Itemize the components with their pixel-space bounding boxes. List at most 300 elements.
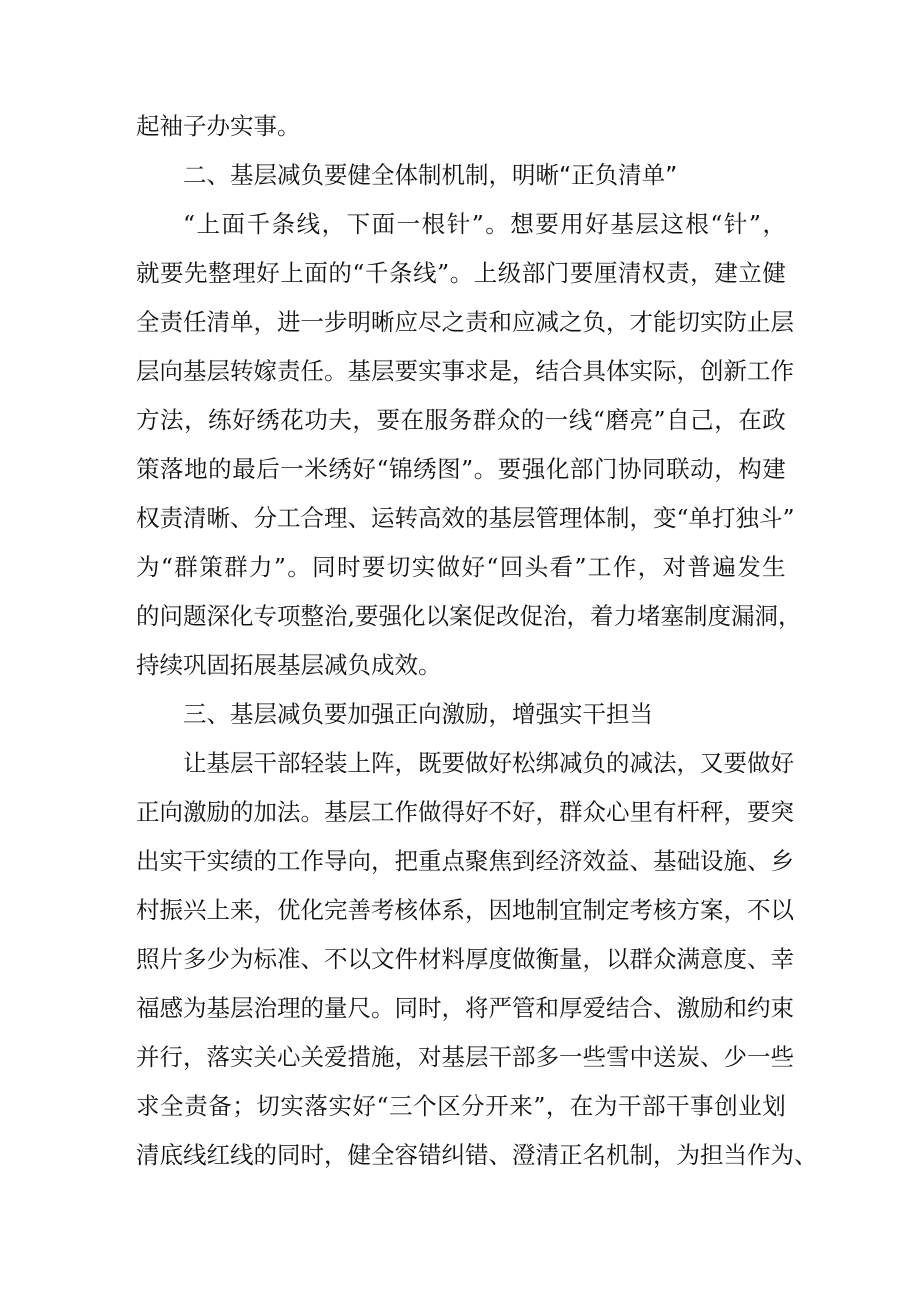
glyph: 晰 <box>371 308 395 336</box>
glyph: 线 <box>230 1141 254 1169</box>
glyph: 线 <box>183 1141 207 1169</box>
glyph: 焦 <box>488 847 512 875</box>
glyph: 群 <box>224 553 248 581</box>
paragraph-line <box>136 984 794 1032</box>
glyph: 爱 <box>582 994 606 1022</box>
glyph: 构 <box>738 455 762 483</box>
glyph: 层 <box>512 504 536 532</box>
glyph: ， <box>441 994 465 1022</box>
glyph: ， <box>690 259 714 287</box>
glyph: 普 <box>687 553 711 581</box>
glyph: 发 <box>737 553 761 581</box>
glyph: 法 <box>160 406 184 434</box>
glyph: 干 <box>183 847 207 875</box>
glyph: 好 <box>585 210 609 238</box>
glyph: 新 <box>723 357 747 385</box>
glyph: 、 <box>653 994 677 1022</box>
glyph: 合 <box>629 994 653 1022</box>
glyph: 施 <box>723 847 747 875</box>
glyph: 文 <box>371 945 395 973</box>
glyph: 要 <box>394 357 418 385</box>
glyph: 础 <box>676 847 700 875</box>
paragraph-line <box>136 1082 786 1130</box>
glyph: 以 <box>347 945 371 973</box>
glyph: 的 <box>253 847 277 875</box>
glyph: 线 <box>296 210 321 238</box>
glyph: 众 <box>653 945 677 973</box>
glyph: 要 <box>361 553 386 581</box>
glyph: 问 <box>159 602 183 630</box>
glyph: 任 <box>183 308 207 336</box>
glyph: 作 <box>300 847 324 875</box>
glyph: 约 <box>747 994 771 1022</box>
glyph: 面 <box>221 210 246 238</box>
glyph: 定 <box>606 896 630 924</box>
glyph: 、 <box>300 945 324 973</box>
glyph: 力 <box>613 602 637 630</box>
glyph: 众 <box>496 406 521 434</box>
glyph: 一 <box>396 210 421 238</box>
glyph: 全 <box>136 308 160 336</box>
glyph: 好 <box>770 749 794 777</box>
glyph: 体 <box>418 896 442 924</box>
paragraph-line <box>136 1131 818 1179</box>
glyph: 错 <box>418 1141 442 1169</box>
glyph: 际 <box>653 357 677 385</box>
glyph: 切 <box>256 1092 280 1120</box>
glyph: 设 <box>700 847 724 875</box>
glyph: 绣 <box>256 406 280 434</box>
glyph: 底 <box>159 1141 183 1169</box>
glyph: 求 <box>136 1092 160 1120</box>
glyph: 机 <box>606 1141 630 1169</box>
glyph: 基 <box>347 357 371 385</box>
paragraph-line <box>136 249 786 297</box>
glyph: 做 <box>418 798 442 826</box>
glyph: ， <box>606 308 630 336</box>
glyph: 绩 <box>230 847 254 875</box>
glyph: 堵 <box>636 602 661 630</box>
glyph: 动 <box>690 455 714 483</box>
glyph: 施 <box>371 1043 395 1071</box>
glyph: 措 <box>347 1043 371 1071</box>
glyph: 的 <box>253 1141 277 1169</box>
glyph: 责 <box>277 357 301 385</box>
glyph: 把 <box>394 847 418 875</box>
glyph: 务 <box>448 406 473 434</box>
glyph: 整 <box>300 602 324 630</box>
glyph: 高 <box>418 504 442 532</box>
glyph: 将 <box>465 994 489 1022</box>
glyph: 单 <box>230 308 254 336</box>
glyph: 切 <box>386 553 411 581</box>
glyph: 个 <box>413 1092 437 1120</box>
glyph: 、 <box>747 945 771 973</box>
glyph: 遍 <box>712 553 736 581</box>
glyph: 厘 <box>593 259 618 287</box>
glyph: 在 <box>738 406 762 434</box>
glyph: 好 <box>465 798 489 826</box>
glyph: “ <box>376 455 389 483</box>
glyph: ， <box>566 602 590 630</box>
glyph: 要 <box>441 749 465 777</box>
glyph: 业 <box>738 1092 762 1120</box>
glyph: 材 <box>418 945 442 973</box>
paragraph-line <box>136 445 786 493</box>
glyph: 责 <box>159 504 183 532</box>
glyph: 针 <box>723 210 748 238</box>
glyph: 。 <box>473 455 498 483</box>
glyph: 考 <box>629 896 653 924</box>
glyph: 多 <box>535 1043 559 1071</box>
glyph: 根 <box>685 210 709 238</box>
glyph: 励 <box>206 798 230 826</box>
glyph: ， <box>535 798 559 826</box>
glyph: 尺 <box>347 994 371 1022</box>
glyph: 时 <box>300 1141 324 1169</box>
glyph: 优 <box>277 896 301 924</box>
glyph: 群 <box>472 406 497 434</box>
glyph: 整 <box>208 259 232 287</box>
glyph: 协 <box>618 455 642 483</box>
glyph: 创 <box>714 1092 738 1120</box>
glyph: 里 <box>629 798 653 826</box>
glyph: 生 <box>762 553 786 581</box>
glyph: 做 <box>465 749 489 777</box>
glyph: 清 <box>206 308 230 336</box>
glyph: ， <box>723 798 747 826</box>
glyph: 时 <box>418 994 442 1022</box>
glyph: 练 <box>208 406 232 434</box>
glyph: 要 <box>354 602 379 630</box>
glyph: 嫁 <box>253 357 277 385</box>
glyph: 漏 <box>730 602 755 630</box>
glyph: 要 <box>497 455 522 483</box>
glyph: 是 <box>488 357 512 385</box>
glyph: 乡 <box>770 847 794 875</box>
glyph: 爱 <box>324 1043 348 1071</box>
glyph: 层 <box>230 994 254 1022</box>
glyph: 实 <box>328 1092 352 1120</box>
glyph: 部 <box>642 1092 666 1120</box>
glyph: 、 <box>629 847 653 875</box>
glyph: “ <box>376 1092 389 1120</box>
glyph: 为 <box>183 994 207 1022</box>
glyph: ” <box>471 210 484 238</box>
glyph: 落 <box>160 455 184 483</box>
glyph: 度 <box>723 945 747 973</box>
glyph: 法 <box>277 798 301 826</box>
glyph: 以 <box>606 945 630 973</box>
glyph: 地 <box>512 896 536 924</box>
glyph: 条 <box>271 210 296 238</box>
glyph: 多 <box>183 945 207 973</box>
glyph: 意 <box>700 945 724 973</box>
glyph: 到 <box>512 847 536 875</box>
glyph: 基 <box>206 749 230 777</box>
glyph: 正 <box>559 1141 583 1169</box>
glyph: 向 <box>347 847 371 875</box>
glyph: 应 <box>512 308 536 336</box>
glyph: 上 <box>196 210 221 238</box>
glyph: 干 <box>488 1043 512 1071</box>
glyph: 减 <box>559 749 583 777</box>
glyph: 好 <box>512 798 536 826</box>
glyph: 基 <box>183 357 207 385</box>
glyph: 。 <box>485 210 509 238</box>
glyph: 善 <box>347 896 371 924</box>
glyph: 层 <box>371 357 395 385</box>
glyph: 不 <box>747 896 771 924</box>
glyph: 幸 <box>770 945 794 973</box>
glyph: 料 <box>441 945 465 973</box>
glyph: 化 <box>300 896 324 924</box>
glyph: 在 <box>569 1092 594 1120</box>
glyph: 具 <box>582 357 606 385</box>
glyph: 门 <box>545 259 570 287</box>
glyph: 建 <box>762 455 786 483</box>
glyph: 实 <box>230 1043 254 1071</box>
glyph: 既 <box>418 749 442 777</box>
glyph: 核 <box>394 896 418 924</box>
glyph: 备 <box>208 1092 232 1120</box>
glyph: ， <box>777 602 802 630</box>
glyph: 振 <box>159 896 183 924</box>
glyph: 的 <box>230 798 254 826</box>
glyph: 严 <box>488 994 512 1022</box>
glyph: 容 <box>394 1141 418 1169</box>
glyph: 送 <box>653 1043 677 1071</box>
glyph: 运 <box>371 504 395 532</box>
glyph: 题 <box>183 602 207 630</box>
glyph: ， <box>324 1141 348 1169</box>
glyph: 核 <box>653 896 677 924</box>
glyph: 晰 <box>206 504 230 532</box>
glyph: 看 <box>549 553 574 581</box>
glyph: 锦 <box>389 455 413 483</box>
glyph: 着 <box>589 602 614 630</box>
line-text: 持续巩固拓展基层减负成效。 <box>136 651 442 679</box>
glyph: 花 <box>280 406 304 434</box>
glyph: 行 <box>159 1043 183 1071</box>
glyph: 得 <box>441 798 465 826</box>
glyph: 导 <box>324 847 348 875</box>
glyph: 完 <box>324 896 348 924</box>
glyph: 联 <box>666 455 690 483</box>
glyph: 一 <box>747 1043 771 1071</box>
glyph: 澄 <box>512 1141 536 1169</box>
glyph: 层 <box>136 357 160 385</box>
glyph: ” <box>273 553 286 581</box>
glyph: 绣 <box>328 455 352 483</box>
glyph: 打 <box>712 504 736 532</box>
glyph: 的 <box>465 504 489 532</box>
glyph: 、 <box>747 847 771 875</box>
paragraph-line <box>183 200 786 248</box>
glyph: 全 <box>160 1092 184 1120</box>
glyph: 合 <box>300 504 324 532</box>
glyph: 干 <box>618 1092 642 1120</box>
glyph: “ <box>160 553 173 581</box>
glyph: 责 <box>666 259 690 287</box>
glyph: 体 <box>606 357 630 385</box>
glyph: 经 <box>535 847 559 875</box>
glyph: 创 <box>700 357 724 385</box>
glyph: 轻 <box>300 749 324 777</box>
paragraph-line <box>136 298 794 346</box>
glyph: 事 <box>690 1092 714 1120</box>
glyph: 切 <box>676 308 700 336</box>
glyph: 自 <box>666 406 690 434</box>
glyph: 建 <box>714 259 738 287</box>
glyph: 用 <box>560 210 584 238</box>
paragraph-line <box>136 886 794 934</box>
glyph: 千 <box>364 259 389 287</box>
glyph: 松 <box>512 749 536 777</box>
glyph: 秤 <box>700 798 724 826</box>
glyph: 一 <box>544 406 569 434</box>
glyph: 层 <box>465 1043 489 1071</box>
glyph: 政 <box>762 406 786 434</box>
glyph: 的 <box>208 455 232 483</box>
paragraph-line <box>136 543 786 591</box>
glyph: 向 <box>159 798 183 826</box>
glyph: 来 <box>509 1092 533 1120</box>
glyph: 对 <box>418 1043 442 1071</box>
glyph: 和 <box>488 308 512 336</box>
glyph: 级 <box>497 259 522 287</box>
glyph: 制 <box>582 896 606 924</box>
glyph: 少 <box>206 945 230 973</box>
glyph: 的 <box>136 602 160 630</box>
glyph: 地 <box>184 455 208 483</box>
glyph: ， <box>394 749 418 777</box>
glyph: 作 <box>770 357 794 385</box>
glyph: 不 <box>324 945 348 973</box>
glyph: 最 <box>232 455 256 483</box>
glyph: 的 <box>520 406 545 434</box>
glyph: 部 <box>512 1043 536 1071</box>
glyph: 作 <box>394 798 418 826</box>
glyph: 时 <box>337 553 361 581</box>
glyph: 权 <box>642 259 666 287</box>
glyph: 策 <box>136 455 160 483</box>
glyph: 感 <box>159 994 183 1022</box>
glyph: 进 <box>277 308 301 336</box>
glyph: ， <box>184 406 208 434</box>
glyph: 层 <box>206 357 230 385</box>
glyph: 杆 <box>676 798 700 826</box>
glyph: 深 <box>206 602 230 630</box>
glyph: 些 <box>770 1043 794 1071</box>
glyph: 衡 <box>535 945 559 973</box>
glyph: 、 <box>794 1141 818 1169</box>
glyph: 项 <box>277 602 301 630</box>
glyph: 心 <box>606 798 630 826</box>
glyph: 理 <box>277 994 301 1022</box>
paragraph-line <box>136 1033 794 1081</box>
glyph: 系 <box>441 896 465 924</box>
glyph: 层 <box>230 749 254 777</box>
glyph: 并 <box>136 1043 160 1071</box>
glyph: ” <box>782 504 795 532</box>
glyph: ， <box>512 357 536 385</box>
glyph: 为 <box>230 945 254 973</box>
glyph: 考 <box>371 896 395 924</box>
glyph: 实 <box>629 357 653 385</box>
glyph: 结 <box>606 994 630 1022</box>
glyph: 单 <box>688 504 713 532</box>
glyph: 干 <box>253 749 277 777</box>
glyph: 。 <box>371 994 395 1022</box>
glyph: 准 <box>277 945 301 973</box>
glyph: 激 <box>183 798 207 826</box>
glyph: 责 <box>465 308 489 336</box>
glyph: 减 <box>535 308 559 336</box>
glyph: ， <box>545 1092 570 1120</box>
glyph: 重 <box>418 847 442 875</box>
glyph: “ <box>592 406 605 434</box>
glyph: 错 <box>465 1141 489 1169</box>
glyph: 分 <box>253 504 277 532</box>
glyph: 落 <box>206 1043 230 1071</box>
glyph: ， <box>253 896 277 924</box>
glyph: 理 <box>559 504 583 532</box>
glyph: 工 <box>587 553 612 581</box>
glyph: 好 <box>352 1092 376 1120</box>
glyph: 装 <box>324 749 348 777</box>
glyph: 开 <box>485 1092 509 1120</box>
glyph: ， <box>321 210 346 238</box>
glyph: 同 <box>277 1141 301 1169</box>
glyph: 制 <box>606 504 630 532</box>
glyph: 阵 <box>371 749 395 777</box>
glyph: 案 <box>448 602 473 630</box>
glyph: 众 <box>582 798 606 826</box>
glyph: 步 <box>324 308 348 336</box>
glyph: 同 <box>642 455 666 483</box>
glyph: 群 <box>629 945 653 973</box>
glyph: 村 <box>136 896 160 924</box>
glyph: 基 <box>488 504 512 532</box>
glyph: 干 <box>666 1092 690 1120</box>
glyph: 力 <box>248 553 273 581</box>
glyph: 先 <box>184 259 208 287</box>
glyph: 。 <box>324 357 348 385</box>
glyph: 因 <box>488 896 512 924</box>
glyph: ， <box>371 847 395 875</box>
glyph: ； <box>232 1092 256 1120</box>
glyph: ， <box>465 896 489 924</box>
glyph: 区 <box>437 1092 461 1120</box>
glyph: 效 <box>441 504 465 532</box>
glyph: 化 <box>401 602 426 630</box>
glyph: 上 <box>206 896 230 924</box>
section-heading-3: 三、基层减负要加强正向激励，增强实干担当 <box>183 700 653 728</box>
glyph: 清 <box>618 259 642 287</box>
glyph: 加 <box>253 798 277 826</box>
glyph: 纠 <box>441 1141 465 1169</box>
glyph: 转 <box>230 357 254 385</box>
glyph: ， <box>714 406 738 434</box>
glyph: 根 <box>421 210 446 238</box>
glyph: 的 <box>300 994 324 1022</box>
glyph: 激 <box>676 994 700 1022</box>
glyph: 一 <box>559 1043 583 1071</box>
glyph: 绣 <box>413 455 437 483</box>
glyph: 方 <box>676 896 700 924</box>
glyph: ， <box>629 504 653 532</box>
